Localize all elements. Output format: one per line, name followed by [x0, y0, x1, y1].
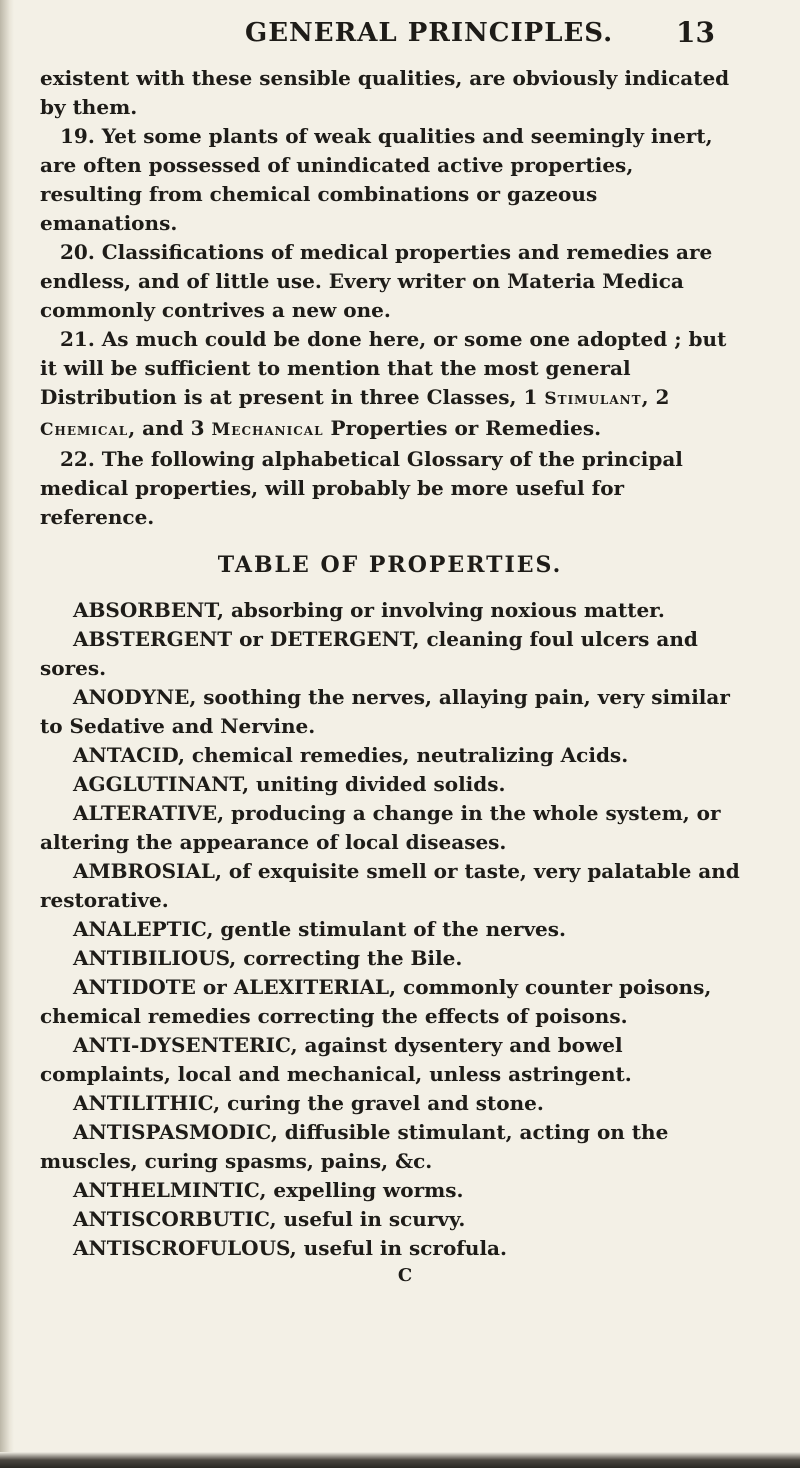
paragraph-21-part-a: 21. As much could be done here, or some one adopted ; but it will be sufficient to mention that the most general Distribution is at present in three Classes, 1: [40, 327, 727, 409]
property-entry: ANTISCORBUTIC, useful in scurvy.: [73, 1207, 466, 1231]
property-entry: ANTIBILIOUS, correcting the Bile.: [73, 946, 463, 970]
page-gutter-shadow: [0, 0, 14, 1468]
page-header: [40, 14, 740, 54]
property-entry: ANTI-DYSENTERIC, against dysentery and bowel complaints, local and mechanical, unless astringent.: [40, 1033, 632, 1086]
property-entry: AGGLUTINANT, uniting divided solids.: [73, 772, 506, 796]
paragraph-21: [40, 325, 740, 445]
property-entry: ALTERATIVE, producing a change in the whole system, or altering the appearance of local diseases.: [40, 801, 721, 854]
property-entry: ANODYNE, soothing the nerves, allaying pain, very similar to Sedative and Nervine.: [40, 685, 730, 738]
properties-list: [40, 596, 740, 1263]
signature-mark: C: [397, 1265, 413, 1286]
paragraph-19: 19. Yet some plants of weak qualities and seemingly inert, are often possessed of unindicated active properties, resulting from chemical combinations or gazeous emanations.: [40, 124, 713, 235]
paragraph-21-part-d: Properties or Remedies.: [323, 416, 602, 440]
mechanical-term: Mechanical: [211, 420, 324, 440]
table-title: TABLE OF PROPERTIES.: [217, 552, 563, 578]
property-entry: ANTACID, chemical remedies, neutralizing Acids.: [73, 743, 629, 767]
property-entry: ANTISCROFULOUS, useful in scrofula.: [73, 1236, 507, 1260]
paragraph-21-part-c: , and 3: [128, 416, 212, 440]
stimulant-term: Stimulant: [544, 389, 642, 409]
property-entry: ANTISPASMODIC, diffusible stimulant, acting on the muscles, curing spasms, pains, &c.: [40, 1120, 669, 1173]
property-entry: ANTHELMINTIC, expelling worms.: [73, 1178, 464, 1202]
chemical-term: Chemical: [40, 420, 129, 440]
paragraph-20: 20. Classifications of medical properties and remedies are endless, and of little use. Every writer on Materia Medica commonly contrives a new one.: [40, 240, 713, 322]
paragraph-continued: existent with these sensible qualities, are obviously indicated by them.: [40, 66, 730, 119]
property-entry: ANALEPTIC, gentle stimulant of the nerves.: [73, 917, 567, 941]
paragraph-21-part-b: , 2: [641, 385, 670, 409]
property-entry: ANTIDOTE or ALEXITERIAL, commonly counter poisons, chemical remedies correcting the effects of poisons.: [40, 975, 712, 1028]
page-bottom-shadow: [0, 1452, 800, 1468]
property-entry: AMBROSIAL, of exquisite smell or taste, very palatable and restorative.: [40, 859, 740, 912]
body-text: [40, 64, 740, 1286]
paragraph-22: 22. The following alphabetical Glossary of the principal medical properties, will probably be more useful for reference.: [40, 447, 683, 529]
property-entry: ABSORBENT, absorbing or involving noxious matter.: [73, 598, 665, 622]
property-entry: ANTILITHIC, curing the gravel and stone.: [73, 1091, 544, 1115]
property-entry: ABSTERGENT or DETERGENT, cleaning foul ulcers and sores.: [40, 627, 698, 680]
running-title: GENERAL PRINCIPLES.: [245, 18, 614, 48]
page-number: 13: [676, 16, 715, 49]
